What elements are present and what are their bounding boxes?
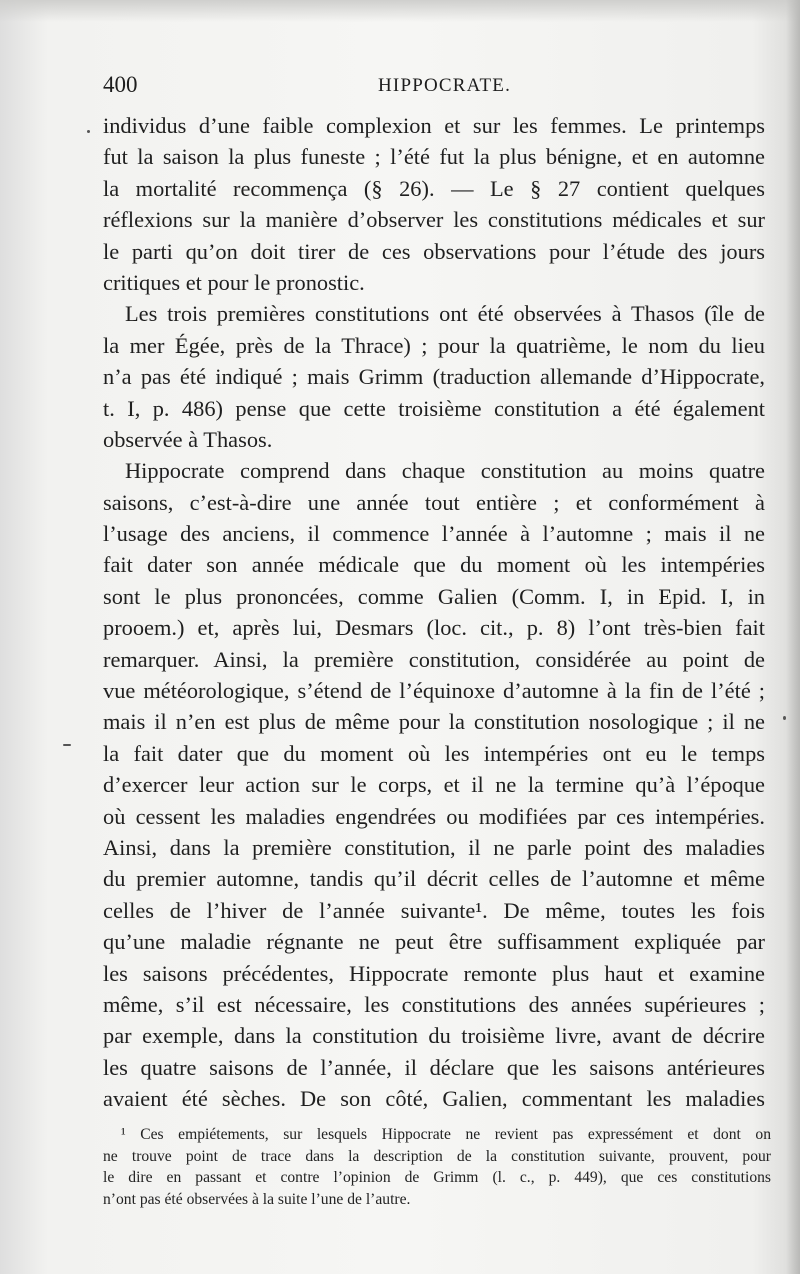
text-line: qu’une maladie régnante ne peut être suffisamment expliquée par: [103, 929, 765, 955]
text-line: la mer Égée, près de la Thrace) ; pour la quatrième, le nom du lieu: [103, 332, 765, 358]
text-line: sont le plus prononcées, comme Galien (Comm. I, in Epid. I, in: [103, 583, 765, 609]
text-line: individus d’une faible complexion et sur les femmes. Le printemps: [103, 113, 765, 138]
text-line: Les trois premières constitutions ont été observées à Thasos (île de: [125, 301, 765, 327]
text-line: remarquer. Ainsi, la première constitution, considérée au point de: [103, 646, 765, 672]
text-line: celles de l’hiver de l’année suivante¹. De même, toutes les fois: [103, 897, 765, 923]
text-line: même, s’il est nécessaire, les constitutions des années supérieures ;: [103, 991, 765, 1017]
text-line: Ainsi, dans la première constitution, il ne parle point des maladies: [103, 834, 765, 860]
text-line: le parti qu’on doit tirer de ces observations pour l’étude des jours: [103, 238, 765, 264]
page-edge-shadow-right: [786, 0, 800, 1274]
text-line: Hippocrate comprend dans chaque constitution au moins quatre: [125, 458, 765, 484]
text-line: avaient été sèches. De son côté, Galien, commentant les maladies: [103, 1086, 765, 1112]
text-line: où cessent les maladies engendrées ou modifiées par ces intempéries.: [103, 803, 765, 829]
text-line: les quatre saisons de l’année, il déclare que les saisons antérieures: [103, 1054, 765, 1080]
text-line: la fait dater que du moment où les intempéries ont eu le temps: [103, 740, 765, 766]
text-line: fait dater son année médicale que du moment où les intempéries: [103, 552, 765, 578]
page-header: [103, 72, 763, 100]
paragraph: [103, 110, 765, 298]
text-line: critiques et pour le pronostic.: [103, 269, 365, 295]
main-text: [103, 110, 765, 1115]
text-line: l’usage des anciens, il commence l’année à l’automne ; mais il ne: [103, 521, 765, 547]
text-line: mais il n’en est plus de même pour la constitution nosologique ; il ne: [103, 709, 765, 735]
text-line: du premier automne, tandis qu’il décrit celles de l’automne et même: [103, 866, 765, 892]
paragraph: [103, 455, 765, 1114]
print-speck: [87, 130, 90, 133]
text-line: d’exercer leur action sur le corps, et il ne la termine qu’à l’époque: [103, 772, 765, 798]
print-speck: [783, 716, 786, 720]
print-speck: [63, 744, 71, 746]
text-line: les saisons précédentes, Hippocrate remonte plus haut et examine: [103, 960, 765, 986]
footnote-line: ne trouve point de trace dans la description de la constitution suivante, prouvent, pour: [103, 1147, 771, 1165]
text-line: vue météorologique, s’étend de l’équinoxe d’automne à la fin de l’été ;: [103, 678, 765, 704]
footnote-line: le dire en passant et contre l’opinion de Grimm (l. c., p. 449), que ces constitutions: [103, 1169, 771, 1187]
text-line: observée à Thasos.: [103, 426, 273, 452]
paragraph: [103, 298, 765, 455]
text-line: saisons, c’est-à-dire une année tout entière ; et conformément à: [103, 489, 765, 515]
footnote-line: ¹ Ces empiétements, sur lesquels Hippocrate ne revient pas expressément et dont on: [121, 1126, 771, 1143]
text-line: par exemple, dans la constitution du troisième livre, avant de décrire: [103, 1023, 765, 1049]
page-number: 400: [103, 72, 138, 97]
text-line: la mortalité recommença (§ 26). — Le § 27 contient quelques: [103, 175, 765, 201]
footnote: [103, 1124, 771, 1210]
running-head: HIPPOCRATE.: [378, 75, 512, 96]
page-edge-shadow-top: [0, 0, 800, 22]
text-line: n’a pas été indiqué ; mais Grimm (traduction allemande d’Hippocrate,: [103, 364, 765, 390]
text-line: fut la saison la plus funeste ; l’été fut la plus bénigne, et en automne: [103, 144, 765, 170]
text-line: t. I, p. 486) pense que cette troisième constitution a été également: [103, 395, 765, 421]
text-line: prooem.) et, après lui, Desmars (loc. cit., p. 8) l’ont très-bien fait: [103, 615, 765, 641]
text-line: réflexions sur la manière d’observer les constitutions médicales et sur: [103, 207, 765, 233]
footnote-line: n’ont pas été observées à la suite l’une de l’autre.: [103, 1190, 411, 1208]
